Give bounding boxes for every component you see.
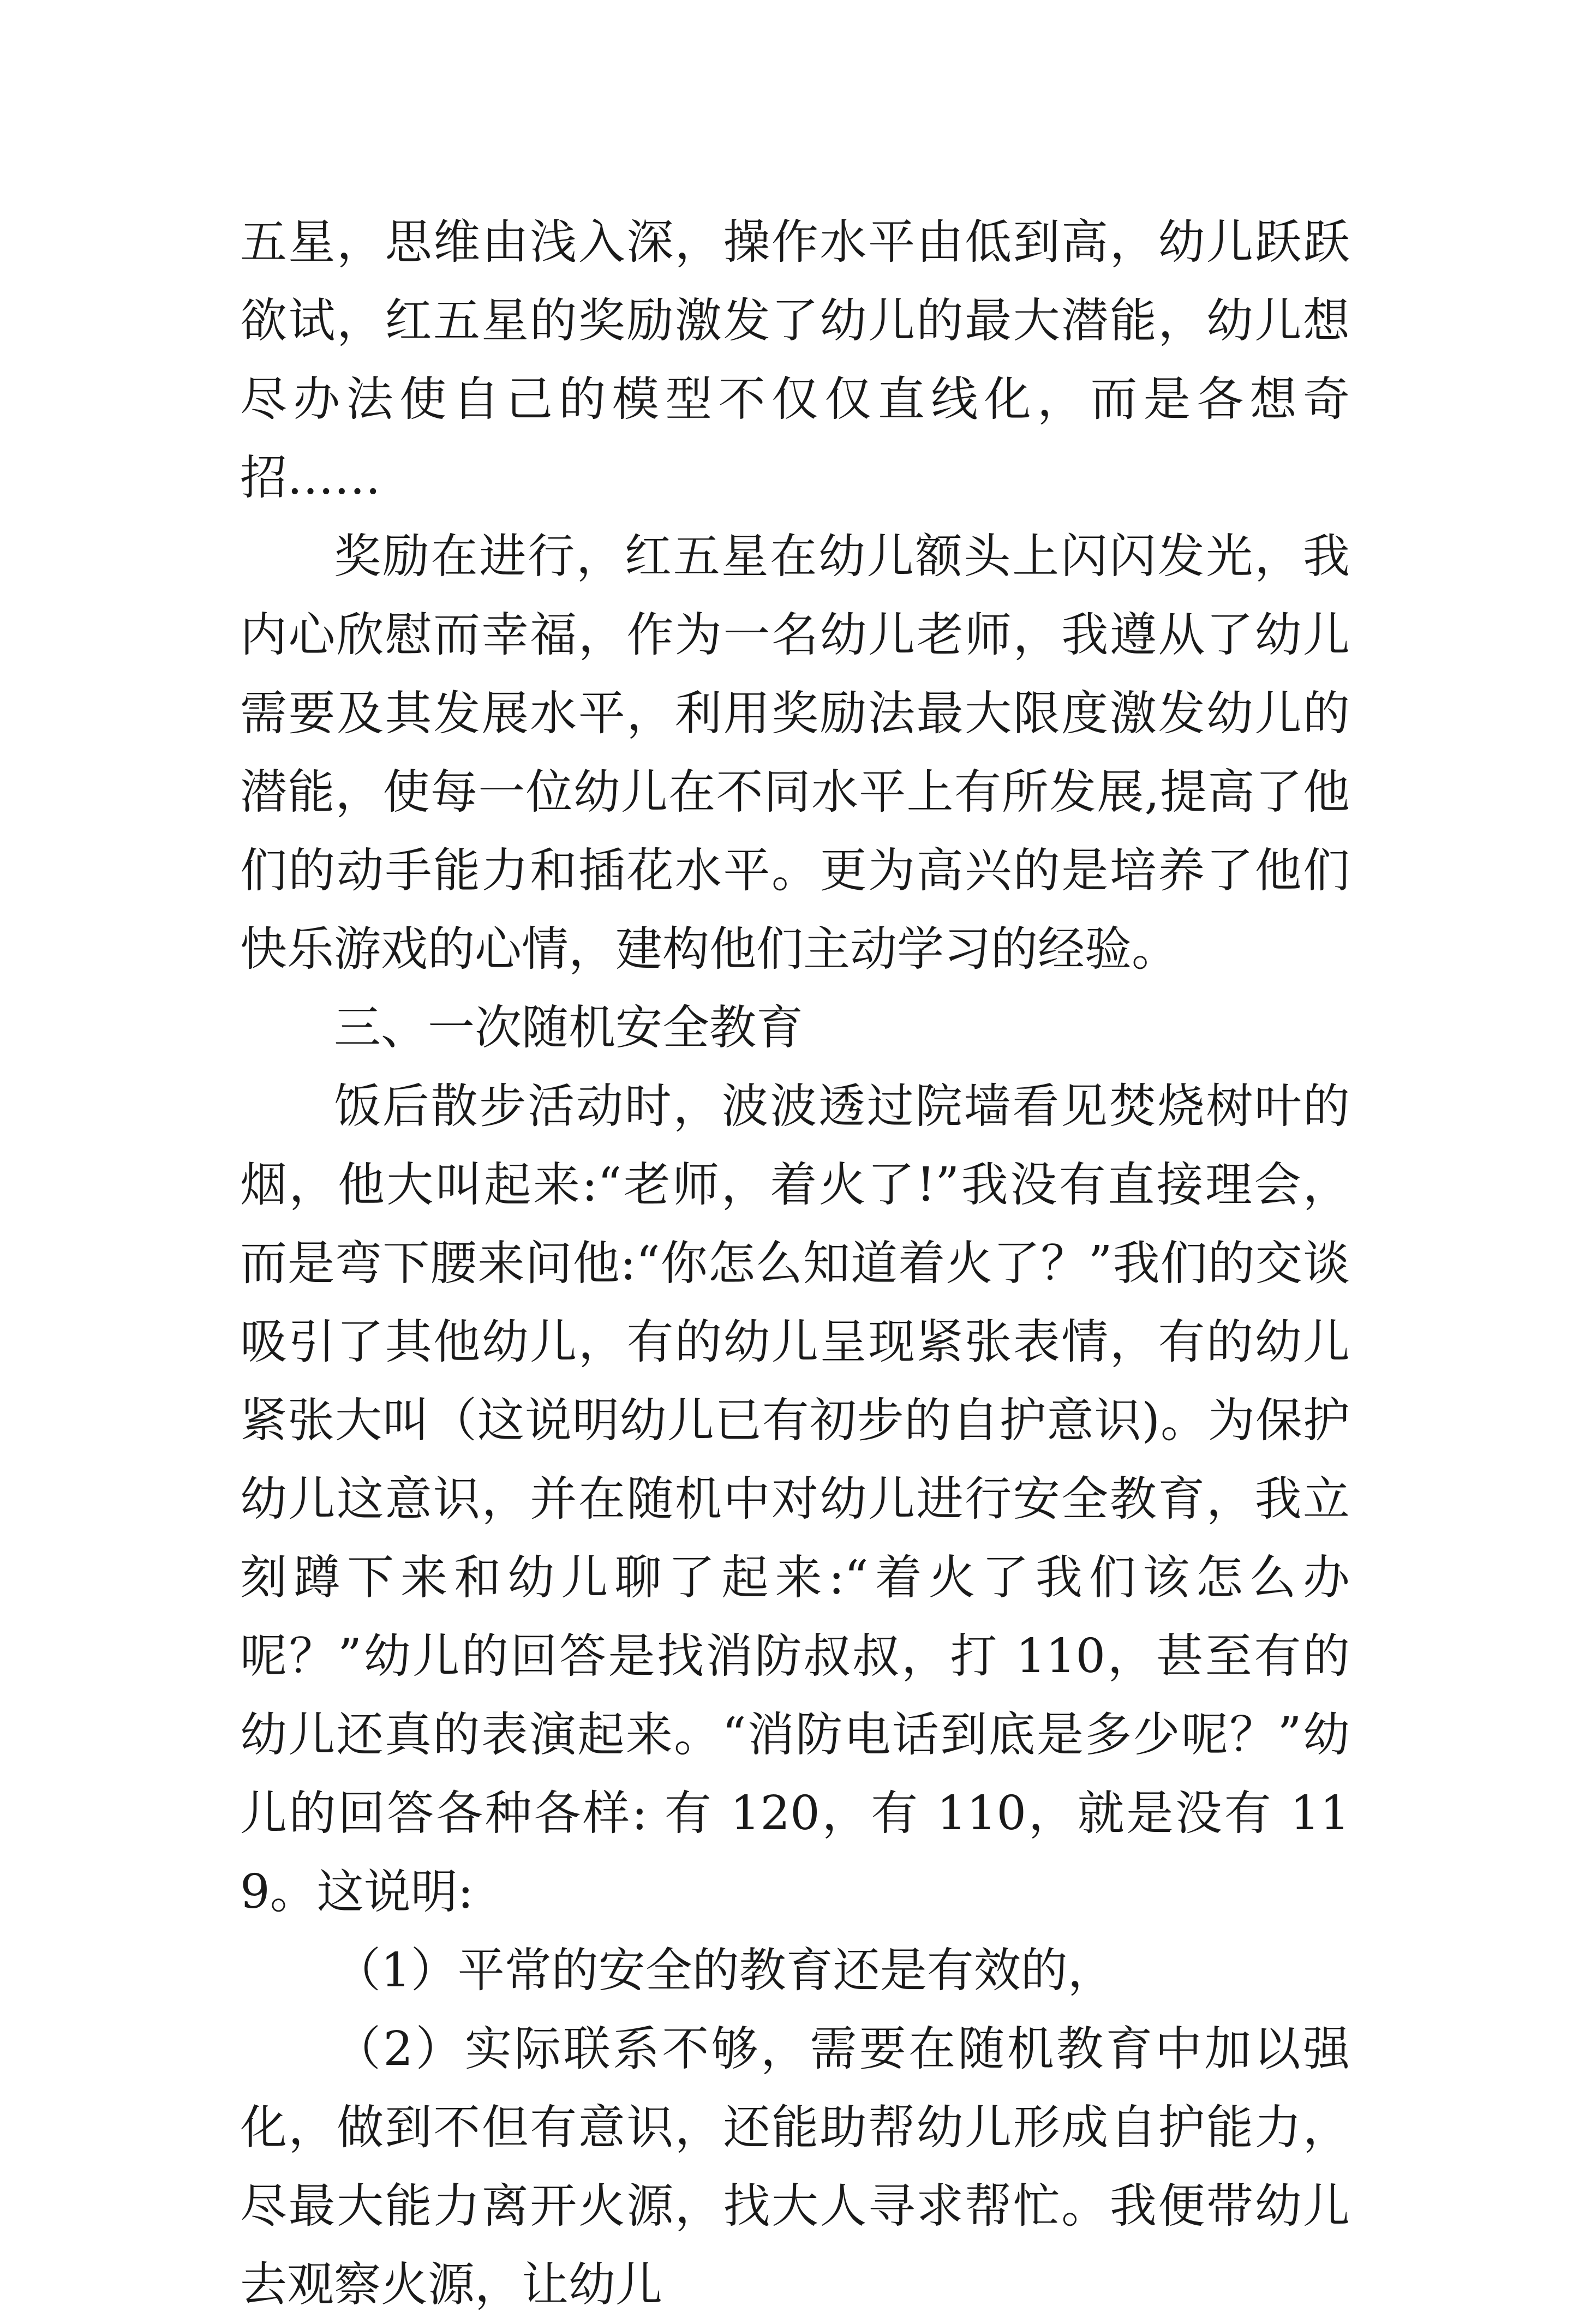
document-body <box>240 203 1350 2324</box>
paragraph-reward: 奖励在进行，红五星在幼儿额头上闪闪发光，我内心欣慰而幸福，作为一名幼儿老师，我遵从了幼儿需要及其发展水平，利用奖励法最大限度激发幼儿的潜能，使每一位幼儿在不同水平上有所发展,提高了他们的动手能力和插花水平。更为高兴的是培养了他们快乐游戏的心情，建构他们主动学习的经验。 <box>240 529 1350 977</box>
section-heading-safety-education: 三、一次随机安全教育 <box>334 1001 803 1055</box>
list-item-1: （1）平常的安全的教育还是有效的， <box>334 1943 1115 1998</box>
list-item-2: （2）实际联系不够，需要在随机教育中加以强化，做到不但有意识，还能助帮幼儿形成自护能力，尽最大能力离开火源，找大人寻求帮忙。我便带幼儿去观察火源，让幼儿 <box>240 2022 1350 2312</box>
paragraph-continuation: 五星，思维由浅入深，操作水平由低到高，幼儿跃跃欲试，红五星的奖励激发了幼儿的最大潜能，幼儿想尽办法使自己的模型不仅仅直线化，而是各想奇招…… <box>240 215 1350 505</box>
paragraph-fire-story: 饭后散步活动时，波波透过院墙看见焚烧树叶的烟，他大叫起来:“老师，着火了!”我没有直接理会，而是弯下腰来问他:“你怎么知道着火了？”我们的交谈吸引了其他幼儿，有的幼儿呈现紧张表情，有的幼儿紧张大叫（这说明幼儿已有初步的自护意识)。为保护幼儿这意识，并在随机中对幼儿进行安全教育，我立刻蹲下来和幼儿聊了起来:“着火了我们该怎么办呢？”幼儿的回答是找消防叔叔，打 110，甚至有的幼儿还真的表演起来。“消防电话到底是多少呢？”幼儿的回答各种各样: 有 120，有 110，就是没有 119。这说明: <box>240 1079 1350 1919</box>
